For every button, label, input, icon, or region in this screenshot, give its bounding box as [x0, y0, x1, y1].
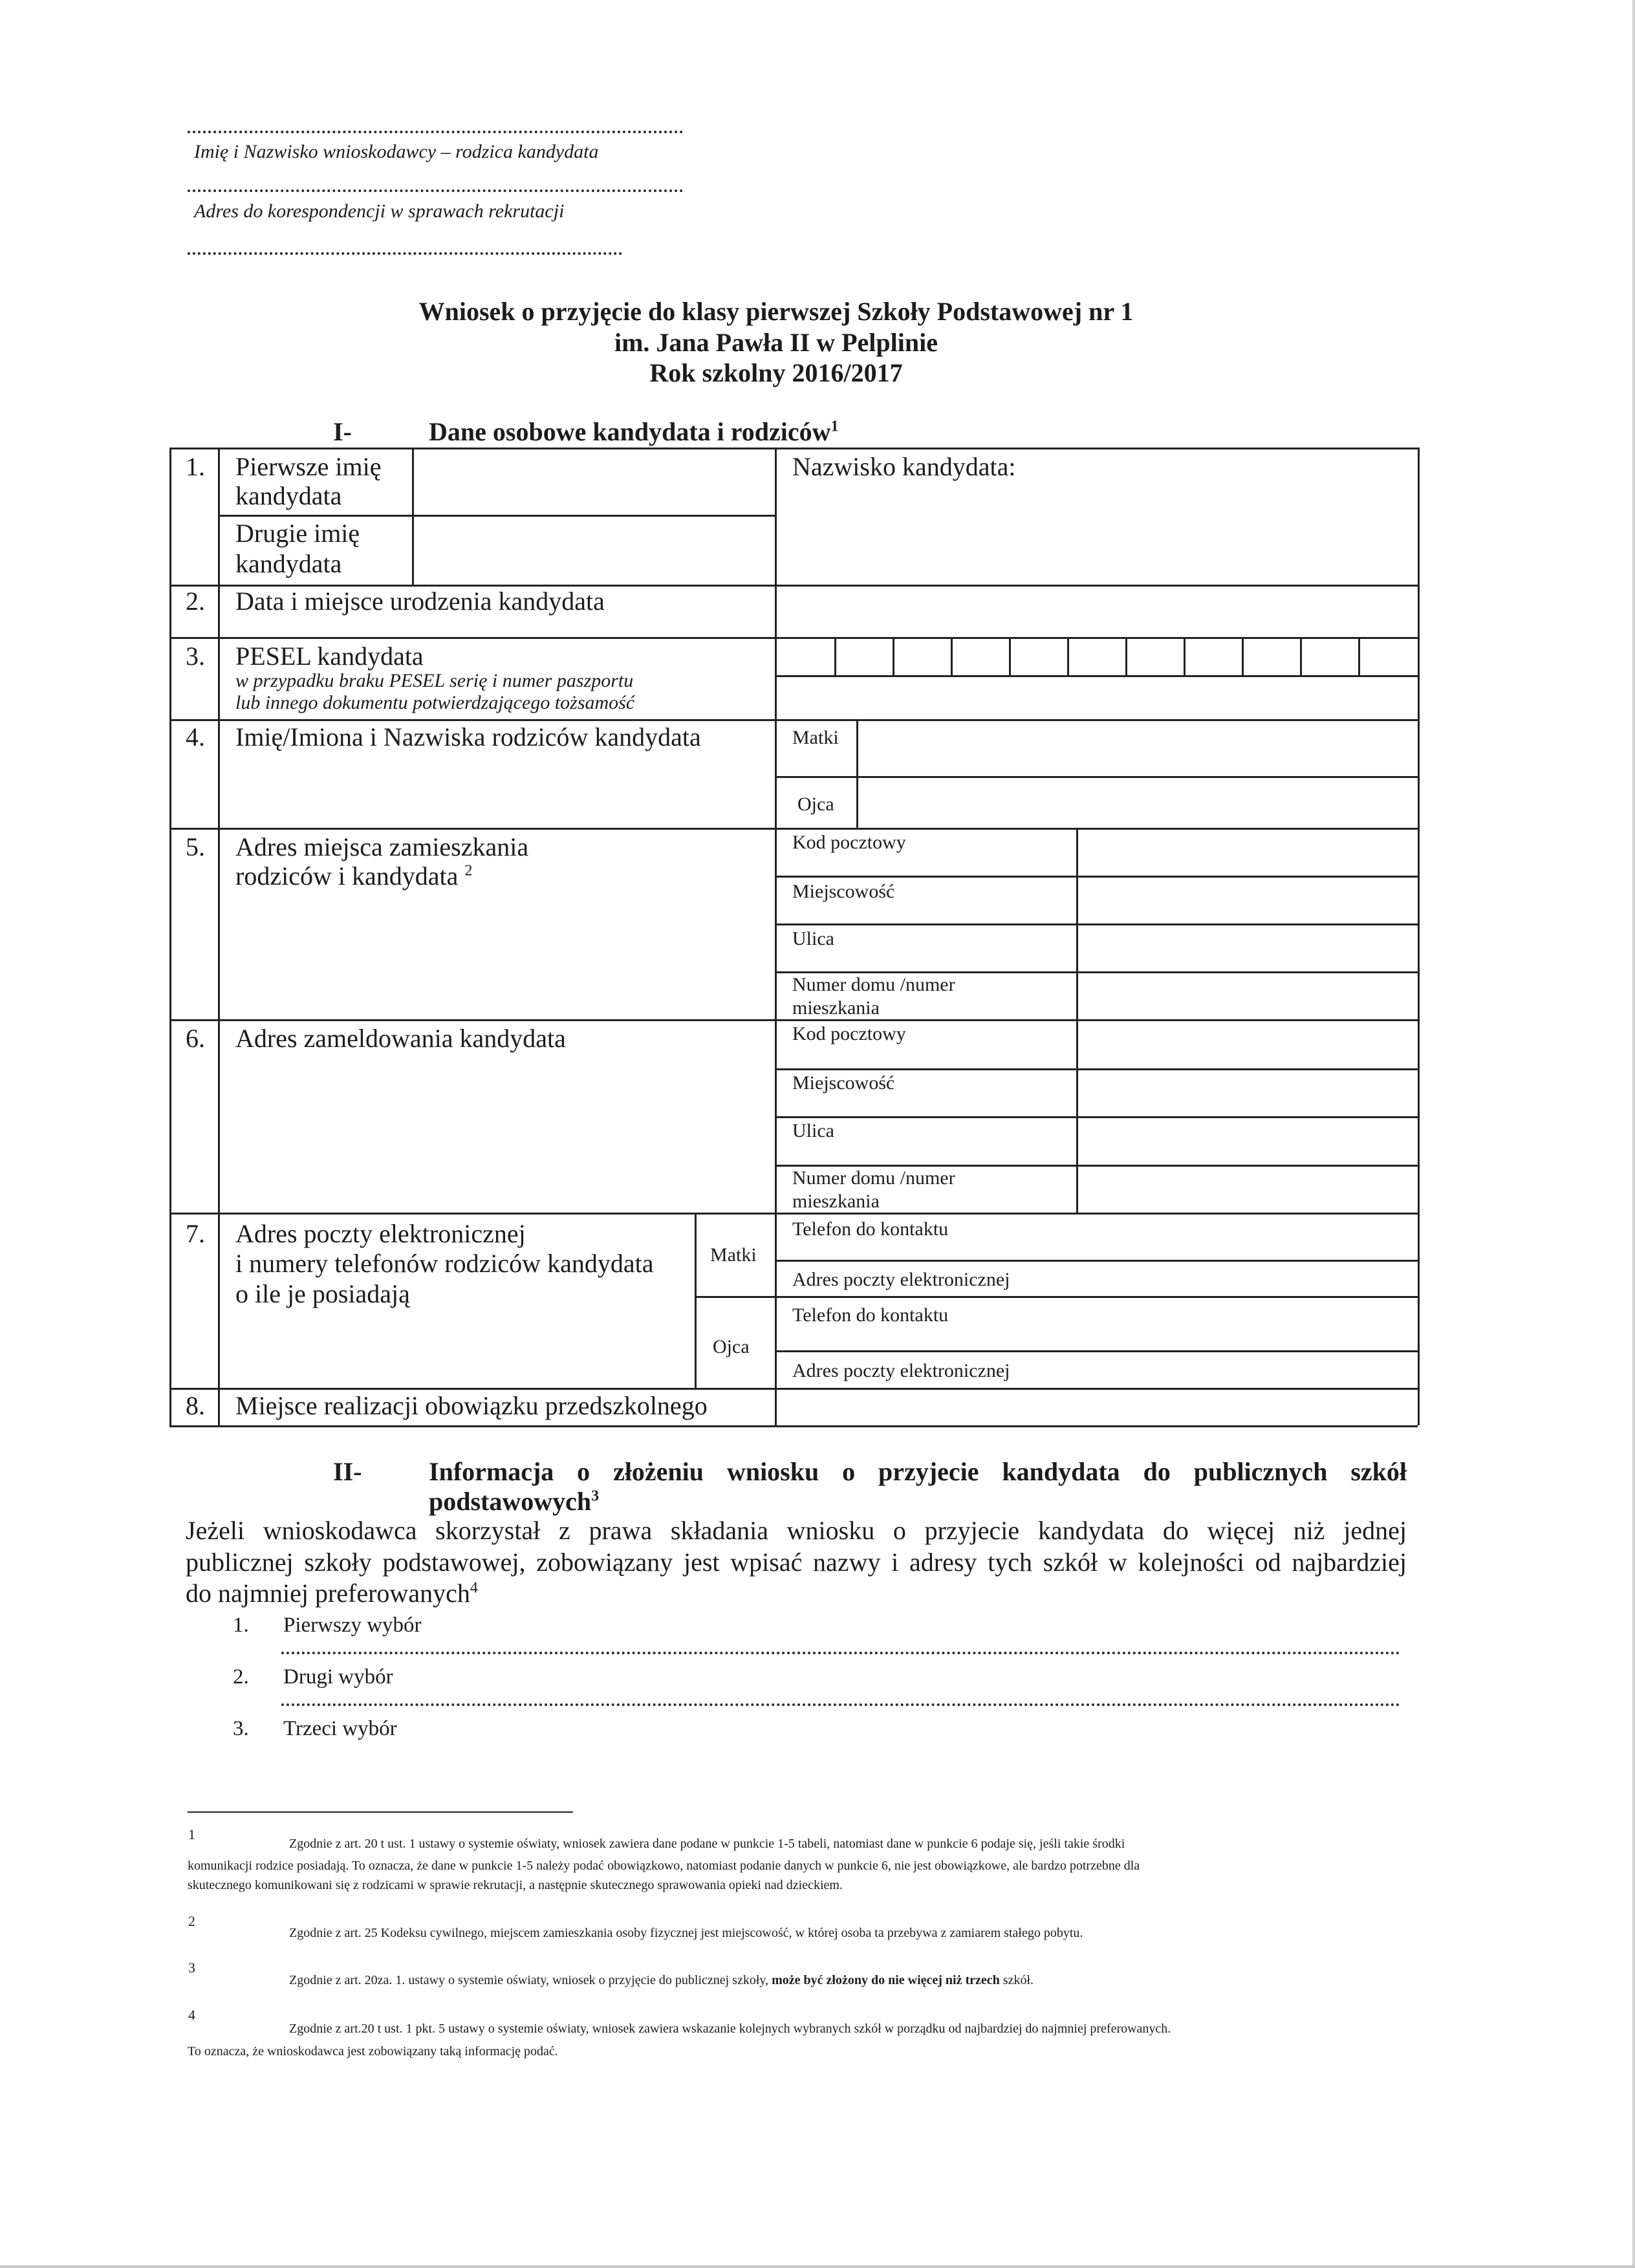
footnote-ref-4: 4: [470, 1579, 478, 1597]
r5-house-number-label-2: mieszkania: [792, 997, 880, 1019]
footnote1-line1: Zgodnie z art. 20 t ust. 1 ustawy o systemie oświaty, wniosek zawiera dane podane w punkcie 1-5 tabeli, natomiast dane w punkcie 6 podaje się, jeśli takie środki: [289, 1837, 1125, 1851]
form-title-line2: im. Jana Pawła II w Pelplinie: [614, 328, 938, 357]
contact-label-2: i numery telefonów rodziców kandydata: [235, 1249, 654, 1278]
first-name-label: Pierwsze imię: [235, 452, 382, 481]
pesel-digit-boxes[interactable]: [778, 640, 1416, 674]
parents-names-label: Imię/Imiona i Nazwiska rodziców kandydata: [235, 722, 701, 751]
footnote2-text: Zgodnie z art. 25 Kodeksu cywilnego, miejscem zamieszkania osoby fizycznej jest miejscowość, w której osoba ta przebywa z zamiarem stałego pobytu.: [289, 1926, 1083, 1940]
first-name-label-2: kandydata: [235, 481, 342, 510]
section2-heading-2: podstawowych$^3$: [429, 1487, 600, 1516]
father-email-label: Adres poczty elektronicznej: [792, 1360, 1010, 1381]
r5-street-label: Ulica: [792, 928, 834, 949]
footnote-separator: [188, 1811, 573, 1813]
row7-number: 7.: [186, 1219, 205, 1248]
contact-label-1: Adres poczty elektronicznej: [235, 1219, 526, 1248]
section2-number: II-: [333, 1457, 362, 1486]
r5-city-label: Miejscowość: [792, 881, 895, 902]
passport-field[interactable]: [778, 678, 1416, 717]
residence-address-label: Adres miejsca zamieszkania: [235, 832, 529, 861]
r5-postal-code-field[interactable]: [1079, 831, 1416, 874]
footnote-ref-3: 3: [591, 1487, 600, 1505]
section1-heading: Dane osobowe kandydata i rodziców$^1$: [429, 417, 839, 446]
address-line-1[interactable]: [188, 189, 683, 192]
surname-label: Nazwisko kandydata:: [792, 452, 1016, 481]
mother-label: Matki: [792, 727, 839, 748]
address-label: Adres do korespondencji w sprawach rekrutacji: [194, 200, 565, 222]
mother-phone-label: Telefon do kontaktu: [792, 1218, 949, 1240]
choice1-line[interactable]: [281, 1652, 1400, 1654]
r6-city-field[interactable]: [1079, 1072, 1416, 1114]
form-title-line1: Wniosek o przyjęcie do klasy pierwszej Szkoły Podstawowej nr 1: [418, 297, 1134, 326]
footnote3-text: Zgodnie z art. 20za. 1. ustawy o systemie oświaty, wniosek o przyjęcie do publicznej szkoły, może być złożony do nie więcej niż trzech szkół.: [289, 1973, 1034, 1987]
father-phone-label: Telefon do kontaktu: [792, 1304, 949, 1326]
residence-address-label-2: rodziców i kandydata $^2$: [235, 861, 473, 891]
r6-street-label: Ulica: [792, 1120, 834, 1141]
footnote4-line1: Zgodnie z art.20 t ust. 1 pkt. 5 ustawy o systemie oświaty, wniosek zawiera wskazanie kolejnych wybranych szkół w porządku od najbardziej do najmniej preferowanych.: [289, 2022, 1171, 2036]
row1-number: 1.: [186, 452, 205, 481]
footnote1-number: 1: [188, 1826, 195, 1842]
footnote4-line2: To oznacza, że wnioskodawca jest zobowiązany taką informację podać.: [188, 2044, 558, 2058]
r5-city-field[interactable]: [1079, 879, 1416, 922]
preschool-field[interactable]: [778, 1391, 1416, 1423]
registration-address-label: Adres zameldowania kandydata: [235, 1024, 566, 1053]
pesel-label: PESEL kandydata: [235, 642, 424, 671]
footnote4-number: 4: [188, 2007, 195, 2023]
section2-paragraph-2: publicznej szkoły podstawowej, zobowiązany jest wpisać nazwy i adresy tych szkół w kolejności od najbardziej: [186, 1548, 1407, 1577]
choice1-label: Pierwszy wybór: [283, 1614, 422, 1637]
scan-edge-right: [1632, 0, 1635, 2268]
row5-number: 5.: [186, 832, 205, 861]
choice3-number: 3.: [233, 1717, 249, 1740]
r6-house-number-field[interactable]: [1079, 1168, 1416, 1211]
father-email-field[interactable]: [1048, 1354, 1416, 1386]
applicant-name-label: Imię i Nazwisko wnioskodawcy – rodzica kandydata: [194, 141, 599, 162]
row2-number: 2.: [186, 587, 205, 616]
section2-heading: Informacja o złożeniu wniosku o przyjecie kandydata do publicznych szkół: [429, 1457, 1407, 1486]
choice2-label: Drugi wybór: [283, 1665, 393, 1689]
footnote3-number: 3: [188, 1960, 195, 1976]
r6-city-label: Miejscowość: [792, 1072, 895, 1094]
r5-house-number-label: Numer domu /numer: [792, 974, 955, 995]
pesel-note-2: lub innego dokumentu potwierdzającego tożsamość: [235, 692, 635, 713]
footnote1-line2: komunikacji rodzice posiadają. To oznacza, że dane w punkcie 1-5 należy podać obowiązkowo, natomiast podanie danych w punkcie 6, nie jest obowiązkowe, ale bardzo potrzebne dla: [188, 1859, 1140, 1873]
footnote-ref: 1: [830, 418, 839, 435]
row6-number: 6.: [186, 1024, 205, 1053]
school-year: Rok szkolny 2016/2017: [649, 358, 903, 387]
choice3-label: Trzeci wybór: [283, 1717, 397, 1740]
father-name-field[interactable]: [860, 779, 1416, 826]
section2-paragraph-1: Jeżeli wnioskodawca skorzystał z prawa składania wniosku o przyjecie kandydata do więcej niż jednej: [186, 1516, 1407, 1545]
mother-email-label: Adres poczty elektronicznej: [792, 1269, 1010, 1290]
mother-name-field[interactable]: [860, 722, 1416, 774]
r5-postal-code-label: Kod pocztowy: [792, 832, 906, 853]
r7-father-label: Ojca: [713, 1336, 750, 1357]
second-name-label: Drugie imię: [235, 519, 360, 548]
row8-number: 8.: [186, 1391, 205, 1420]
mother-phone-field[interactable]: [778, 1240, 1416, 1258]
contact-label-3: o ile je posiadają: [235, 1279, 410, 1308]
surname-field[interactable]: [778, 484, 1416, 583]
r6-postal-code-label: Kod pocztowy: [792, 1023, 906, 1044]
choice1-number: 1.: [233, 1614, 249, 1637]
second-name-field[interactable]: [415, 518, 773, 583]
applicant-name-line[interactable]: [188, 131, 683, 133]
choice2-line[interactable]: [281, 1703, 1400, 1706]
pesel-note-1: w przypadku braku PESEL serię i numer paszportu: [235, 670, 634, 691]
r6-street-field[interactable]: [1079, 1119, 1416, 1163]
choice2-number: 2.: [233, 1665, 249, 1689]
r6-house-number-label: Numer domu /numer: [792, 1167, 955, 1189]
footnote2-number: 2: [188, 1913, 195, 1929]
section2-paragraph-3: do najmniej preferowanych$^4$: [186, 1579, 478, 1608]
r6-house-number-label-2: mieszkania: [792, 1191, 880, 1212]
father-label: Ojca: [797, 794, 834, 815]
birth-date-place-field[interactable]: [778, 588, 1416, 635]
r5-house-number-field[interactable]: [1079, 975, 1416, 1017]
r6-postal-code-field[interactable]: [1079, 1022, 1416, 1066]
footnote-ref-2: 2: [464, 862, 473, 880]
footnote1-line3: skutecznego komunikowani się z rodzicami w sprawie rekrutacji, a następnie skutecznego sprawowania opieki nad dzieckiem.: [188, 1878, 843, 1892]
r5-street-field[interactable]: [1079, 927, 1416, 969]
mother-email-field[interactable]: [1048, 1263, 1416, 1294]
father-phone-field[interactable]: [778, 1327, 1416, 1348]
first-name-field[interactable]: [415, 451, 773, 513]
row3-number: 3.: [186, 642, 205, 671]
section1-number: I-: [333, 417, 352, 446]
second-name-label-2: kandydata: [235, 549, 342, 578]
scan-edge-bottom: [0, 2265, 1635, 2268]
birth-date-place-label: Data i miejsce urodzenia kandydata: [235, 587, 605, 616]
row4-number: 4.: [186, 722, 205, 751]
preschool-label: Miejsce realizacji obowiązku przedszkolnego: [235, 1391, 708, 1420]
r7-mother-label: Matki: [710, 1244, 757, 1266]
address-line-2[interactable]: [188, 252, 622, 255]
